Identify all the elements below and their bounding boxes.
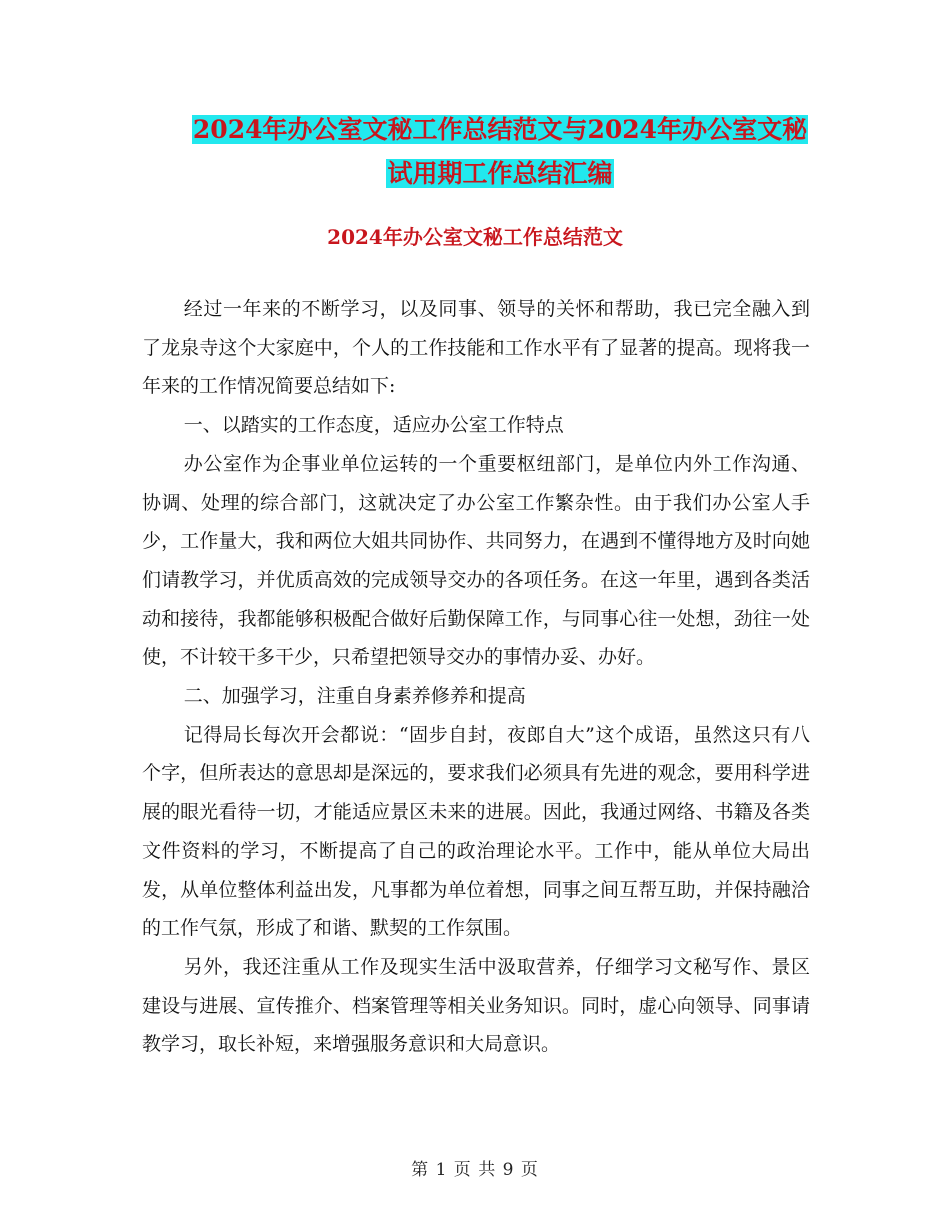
heading-point-2: 二、加强学习，注重自身素养修养和提高: [183, 685, 526, 708]
section-title: 2024年办公室文秘工作总结范文: [327, 225, 623, 249]
heading-point-1: 一、以踏实的工作态度，适应办公室工作特点: [183, 414, 564, 437]
title-highlight-2: 试用期工作总结汇编: [387, 159, 613, 188]
paragraph-intro: 经过一年来的不断学习，以及同事、领导的关怀和帮助，我已完全融入到了龙泉寺这个大家庭中，个人的工作技能和工作水平有了显著的提高。现将我一年来的工作情况简要总结如下:: [142, 298, 810, 398]
document-title-line-2: [150, 155, 850, 193]
paragraph-learning: 记得局长每次开会都说：“固步自封，夜郎自大”这个成语，虽然这只有八个字，但所表达的意思却是深远的，要求我们必须具有先进的观念，要用科学进展的眼光看待一切，才能适应景区未来的进展。因此，我通过网络、书籍及各类文件资料的学习，不断提高了自己的政治理论水平。工作中，能从单位大局出发，从单位整体利益出发，凡事都为单位着想，同事之间互帮互助，并保持融洽的工作气氛，形成了和谐、默契的工作氛围。: [142, 723, 810, 940]
paragraph-additionally: 另外，我还注重从工作及现实生活中汲取营养，仔细学习文秘写作、景区建设与进展、宣传推介、档案管理等相关业务知识。同时，虚心向领导、同事请教学习，取长补短，来增强服务意识和大局意识。: [142, 955, 810, 1056]
document-title-line-1: [150, 111, 850, 149]
document-body: [142, 290, 810, 1064]
paragraph-office-role: 办公室作为企事业单位运转的一个重要枢纽部门，是单位内外工作沟通、协调、处理的综合部门，这就决定了办公室工作繁杂性。由于我们办公室人手少，工作量大，我和两位大姐共同协作、共同努力，在遇到不懂得地方及时向她们请教学习，并优质高效的完成领导交办的各项任务。在这一年里，遇到各类活动和接待，我都能够积极配合做好后勤保障工作，与同事心往一处想，劲往一处使，不计较干多干少，只希望把领导交办的事情办妥、办好。: [142, 452, 810, 669]
title-highlight-1: 2024年办公室文秘工作总结范文与2024年办公室文秘: [192, 115, 808, 144]
page-number-footer: 第 1 页 共 9 页: [411, 1160, 539, 1180]
